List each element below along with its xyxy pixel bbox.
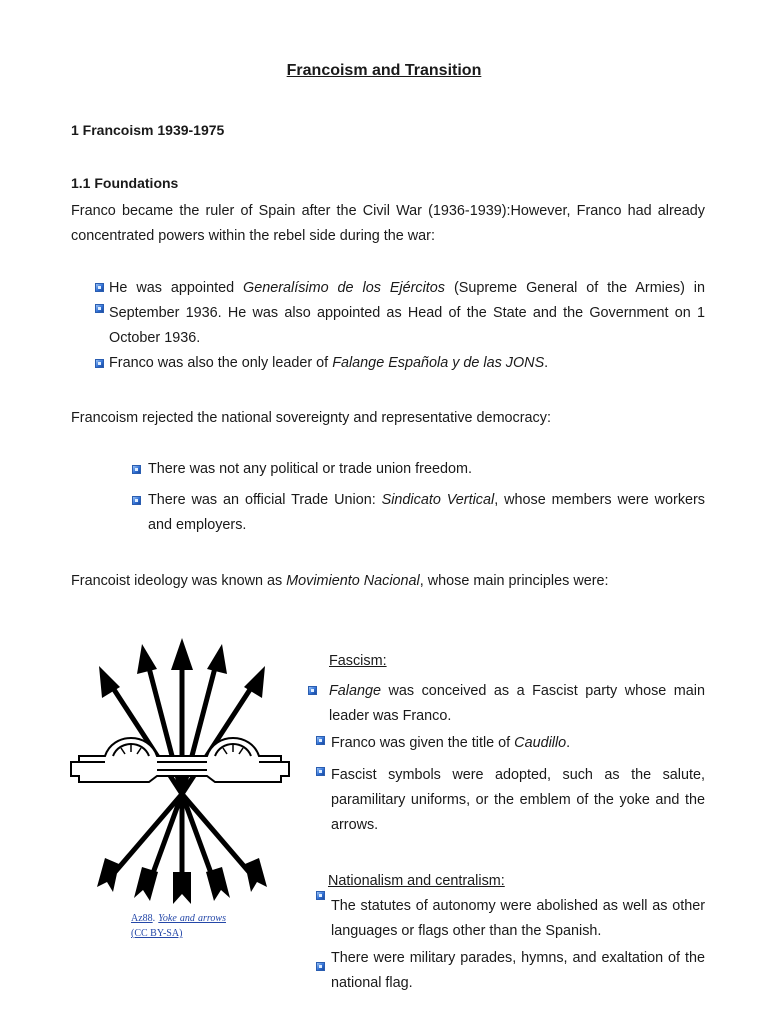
- list-item-falange-party: Falange was conceived as a Fascist party whose main leader was Franco.: [329, 683, 705, 724]
- bullet-icon: [95, 359, 104, 368]
- bullet-icon: [95, 304, 104, 313]
- yoke-and-arrows-image: [69, 636, 291, 906]
- image-caption: Az88. Yoke and arrows (CC BY-SA): [131, 913, 226, 939]
- list-item-appointed: He was appointed Generalísimo de los Ejércitos (Supreme General of the Armies) in September 1936. He was also appointed as Head of the State and the Government on 1 October 1936.: [109, 280, 706, 346]
- paragraph-intro: Franco became the ruler of Spain after the Civil War (1936-1939):However, Franco had already concentrated powers within the rebel side during the war:: [71, 203, 705, 244]
- list-item-caudillo: Franco was given the title of Caudillo.: [331, 735, 571, 751]
- paragraph-ideology: Francoist ideology was known as Movimiento Nacional, whose main principles were:: [71, 573, 609, 589]
- bullet-icon: [132, 465, 141, 474]
- list-item-no-freedom: There was not any political or trade union freedom.: [148, 461, 472, 477]
- bullet-icon: [316, 962, 325, 971]
- bullet-icon: [308, 686, 317, 695]
- list-item-fascist-symbols: Fascist symbols were adopted, such as the salute, paramilitary uniforms, or the emblem of the yoke and the arrows.: [331, 767, 705, 833]
- heading-1-1: 1.1 Foundations: [71, 175, 179, 191]
- paragraph-rejection: Francoism rejected the national sovereignty and representative democracy:: [71, 410, 551, 426]
- bullet-icon: [95, 283, 104, 292]
- list-item-trade-union: There was an official Trade Union: Sindicato Vertical, whose members were workers and employers.: [148, 492, 706, 533]
- caption-license-link[interactable]: (CC BY-SA): [131, 928, 183, 939]
- bullet-icon: [316, 736, 325, 745]
- list-item-parades: There were military parades, hymns, and exaltation of the national flag.: [331, 950, 705, 991]
- list-item-falange-leader: Franco was also the only leader of Falange Española y de las JONS.: [109, 355, 549, 371]
- list-item-statutes: The statutes of autonomy were abolished as well as other languages or flags other than the Spanish.: [331, 898, 705, 939]
- caption-work-link[interactable]: Yoke and arrows: [158, 913, 226, 924]
- document-title: Francoism and Transition: [286, 62, 482, 79]
- bullet-icon: [132, 496, 141, 505]
- subheading-fascism: Fascism:: [329, 653, 387, 669]
- bullet-icon: [316, 767, 325, 776]
- caption-author-link[interactable]: Az88: [131, 913, 153, 924]
- bullet-icon: [316, 891, 325, 900]
- heading-1: 1 Francoism 1939-1975: [71, 122, 225, 138]
- subheading-nationalism: Nationalism and centralism:: [328, 873, 505, 889]
